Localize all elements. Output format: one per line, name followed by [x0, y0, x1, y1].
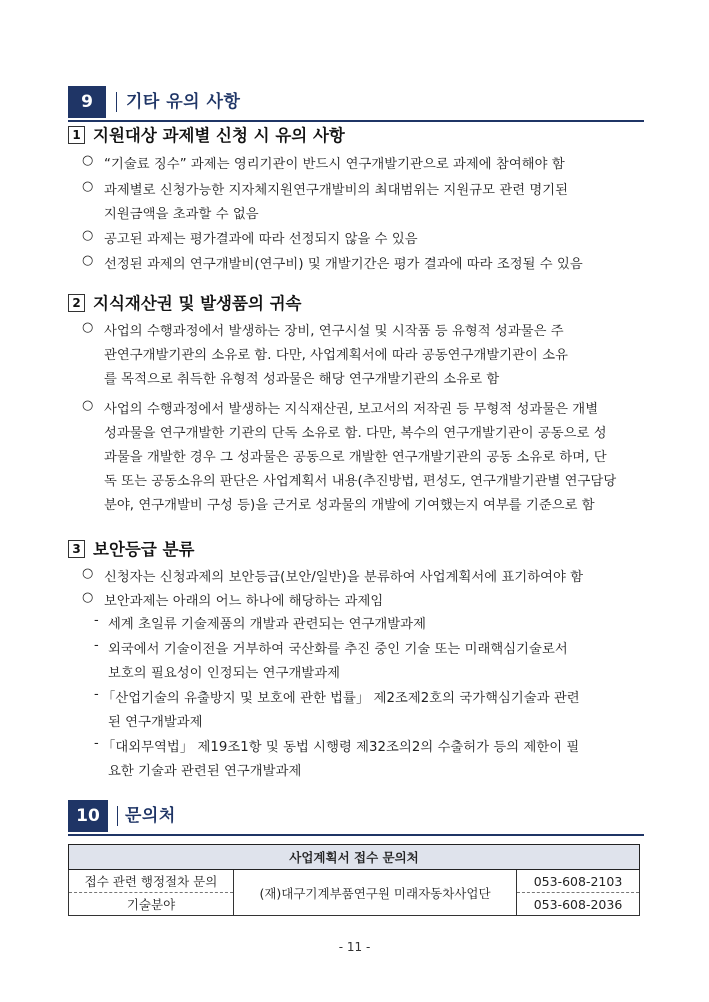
paragraph-line: 를 목적으로 취득한 유형적 성과물은 해당 연구개발기관의 소유로 함 — [104, 372, 500, 387]
contact-table — [68, 844, 640, 916]
contact-phone: 053-608-2036 — [517, 893, 640, 916]
subsection-title: 지식재산권 및 발생품의 귀속 — [93, 294, 302, 313]
paragraph-line: 과물을 개발한 경우 그 성과물은 공동으로 개발한 연구개발기관의 공동 소유로 하며, 단 — [104, 450, 607, 465]
contact-table-header: 사업계획서 접수 문의처 — [69, 845, 640, 870]
section-title: 문의처 — [125, 806, 176, 826]
dash-bullet: - — [94, 638, 99, 653]
paragraph-line: 신청자는 신청과제의 보안등급(보안/일반)을 분류하여 사업계획서에 표기하여야 함 — [104, 570, 584, 585]
dash-bullet: - — [94, 736, 99, 751]
circle-bullet: ○ — [82, 253, 94, 268]
circle-bullet: ○ — [82, 228, 94, 243]
paragraph-line: 「산업기술의 유출방지 및 보호에 관한 법률」 제2조제2호의 국가핵심기술과 관련 — [102, 691, 580, 706]
circle-bullet: ○ — [82, 398, 94, 413]
paragraph-line: 외국에서 기술이전을 거부하여 국산화를 추진 중인 기술 또는 미래핵심기술로서 — [108, 642, 568, 657]
paragraph-line: 분야, 연구개발비 구성 등)을 근거로 성과물의 개발에 기여했는지 여부를 기준으로 함 — [104, 498, 595, 513]
contact-row-label: 기술분야 — [69, 893, 234, 916]
subsection-title: 보안등급 분류 — [93, 540, 195, 559]
paragraph-line: 세계 초일류 기술제품의 개발과 관련되는 연구개발과제 — [108, 617, 426, 632]
section-9-header — [68, 86, 644, 122]
paragraph-line: 사업의 수행과정에서 발생하는 장비, 연구시설 및 시작품 등 유형적 성과물은 주 — [104, 324, 564, 339]
subsection-3-heading — [68, 536, 194, 562]
section-number: 10 — [68, 800, 108, 832]
subsection-2-heading — [68, 290, 302, 316]
paragraph-line: 공고된 과제는 평가결과에 따라 선정되지 않을 수 있음 — [104, 232, 418, 247]
circle-bullet: ○ — [82, 566, 94, 581]
circle-bullet: ○ — [82, 153, 94, 168]
dash-bullet: - — [94, 687, 99, 702]
page-number: - 11 - — [338, 940, 371, 954]
circle-bullet: ○ — [82, 590, 94, 605]
subsection-number-box: 2 — [68, 294, 85, 312]
subsection-number-box: 3 — [68, 540, 85, 558]
paragraph-line: 선정된 과제의 연구개발비(연구비) 및 개발기간은 평가 결과에 따라 조정될 수 있음 — [104, 257, 583, 272]
section-separator — [117, 806, 118, 826]
paragraph-line: 보호의 필요성이 인정되는 연구개발과제 — [108, 666, 341, 681]
paragraph-line: 사업의 수행과정에서 발생하는 지식재산권, 보고서의 저작권 등 무형적 성과물은 개별 — [104, 402, 599, 417]
section-separator — [116, 92, 117, 112]
contact-phone: 053-608-2103 — [517, 870, 640, 893]
paragraph-line: 보안과제는 아래의 어느 하나에 해당하는 과제임 — [104, 594, 384, 609]
section-title: 기타 유의 사항 — [126, 92, 241, 112]
paragraph-line: 성과물을 연구개발한 기관의 단독 소유로 함. 다만, 복수의 연구개발기관이 공동으로 성 — [104, 426, 607, 441]
subsection-title: 지원대상 과제별 신청 시 유의 사항 — [93, 126, 345, 145]
contact-organization: (재)대구기계부품연구원 미래자동차사업단 — [234, 870, 517, 916]
circle-bullet: ○ — [82, 179, 94, 194]
paragraph-line: “기술료 징수” 과제는 영리기관이 반드시 연구개발기관으로 과제에 참여해야 함 — [104, 157, 565, 172]
contact-row-label: 접수 관련 행정절차 문의 — [69, 870, 234, 893]
paragraph-line: 관연구개발기관의 소유로 함. 다만, 사업계획서에 따라 공동연구개발기관이 소유 — [104, 348, 569, 363]
paragraph-line: 된 연구개발과제 — [108, 715, 203, 730]
subsection-number-box: 1 — [68, 126, 85, 144]
paragraph-line: 지원금액을 초과할 수 없음 — [104, 207, 259, 222]
dash-bullet: - — [94, 613, 99, 628]
section-number: 9 — [68, 86, 106, 118]
paragraph-line: 과제별로 신청가능한 지자체지원연구개발비의 최대범위는 지원규모 관련 명기된 — [104, 183, 569, 198]
paragraph-line: 요한 기술과 관련된 연구개발과제 — [108, 764, 302, 779]
paragraph-line: 독 또는 공동소유의 판단은 사업계획서 내용(추진방법, 편성도, 연구개발기관별 연구담당 — [104, 474, 617, 489]
paragraph-line: 「대외무역법」 제19조1항 및 동법 시행령 제32조의2의 수출허가 등의 제한이 필 — [102, 740, 580, 755]
subsection-1-heading — [68, 122, 345, 148]
circle-bullet: ○ — [82, 320, 94, 335]
section-10-header — [68, 800, 644, 836]
